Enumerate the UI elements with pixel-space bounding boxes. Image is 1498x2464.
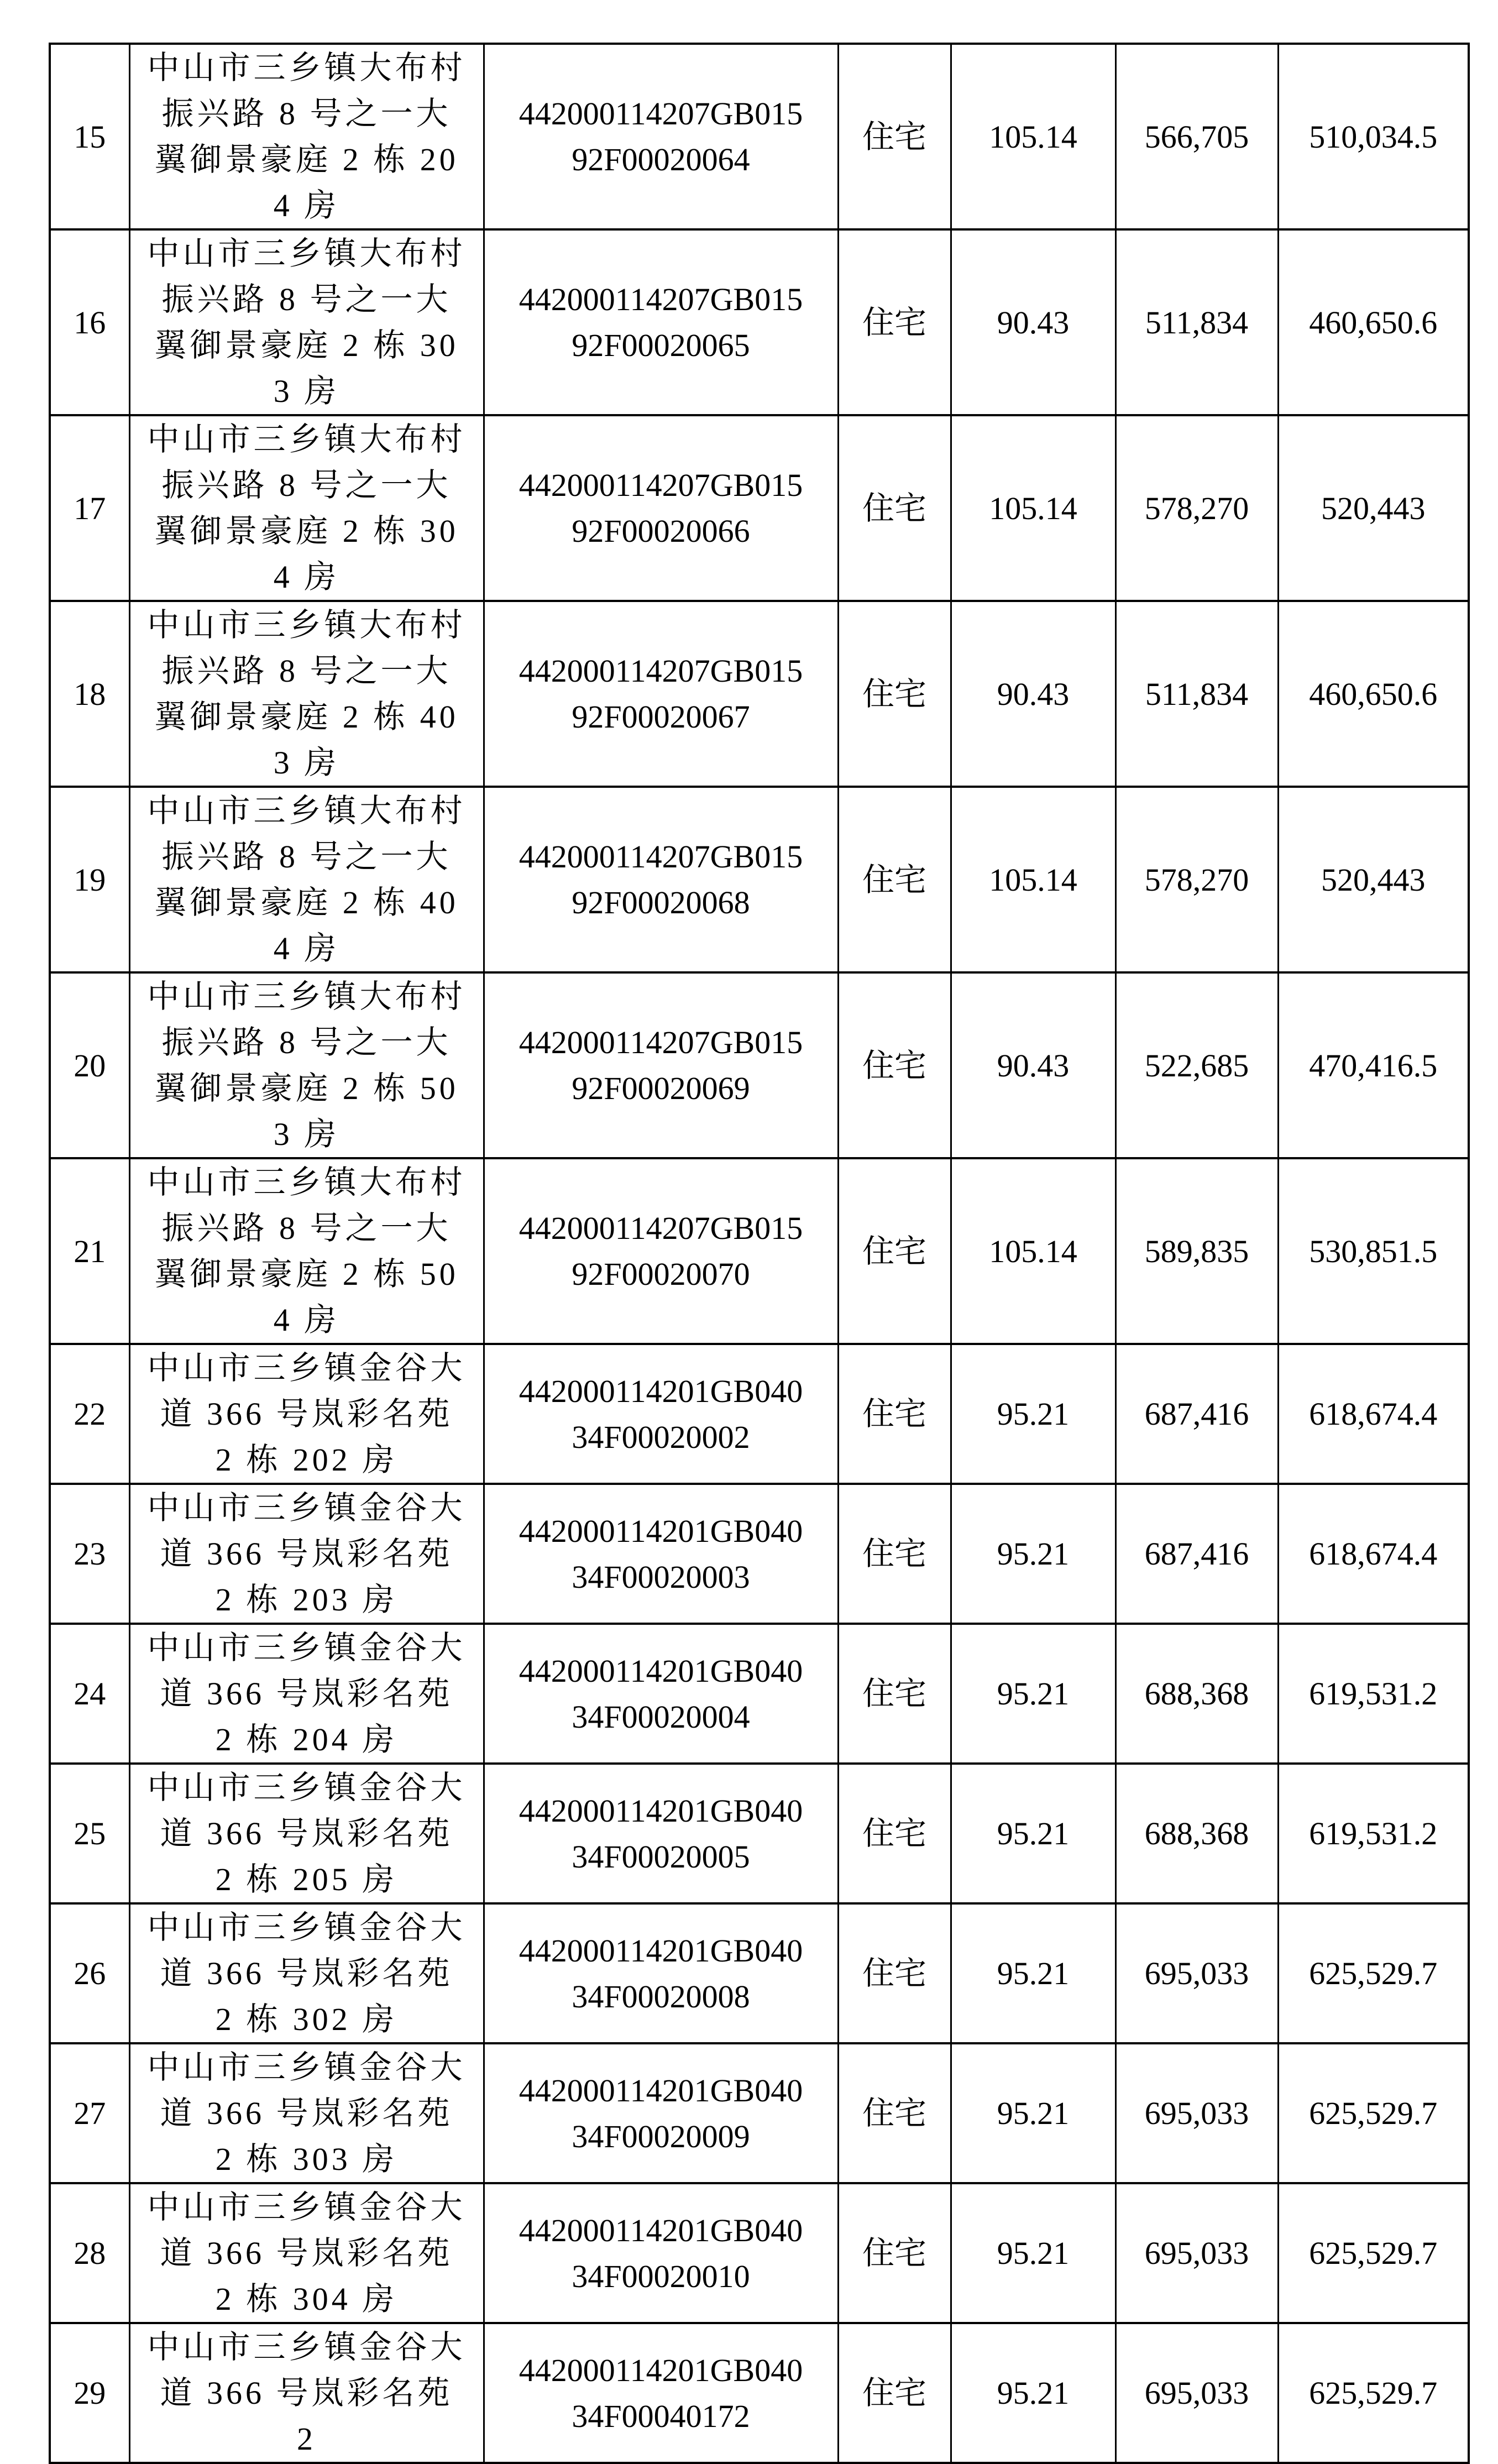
cell-no: 28 [50, 2183, 129, 2323]
cell-appraisal: 522,685 [1115, 972, 1278, 1158]
cell-area: 90.43 [951, 229, 1115, 415]
cell-unit-code [484, 601, 838, 787]
cell-no: 16 [50, 229, 129, 415]
cell-appraisal: 695,033 [1115, 1903, 1278, 2043]
unit-code-line1: 442000114207GB015 [518, 1210, 803, 1246]
cell-use: 住宅 [838, 1484, 951, 1624]
address-text: 中山市三乡镇大布村振兴路 8 号之一大翼御景豪庭 2 栋 504 房 [147, 1164, 466, 1338]
cell-area: 95.21 [951, 2183, 1115, 2323]
cell-use: 住宅 [838, 2043, 951, 2183]
unit-code-line1: 442000114207GB015 [518, 839, 803, 875]
address-text: 中山市三乡镇金谷大道 366 号岚彩名苑 2 栋 205 房 [147, 1770, 466, 1897]
cell-unit-code [484, 1764, 838, 1903]
cell-appraisal: 687,416 [1115, 1484, 1278, 1624]
cell-address [129, 1344, 484, 1484]
cell-start-price: 470,416.5 [1278, 972, 1469, 1158]
cell-appraisal: 695,033 [1115, 2043, 1278, 2183]
cell-start-price: 625,529.7 [1278, 2183, 1469, 2323]
cell-start-price: 520,443 [1278, 787, 1469, 972]
table-row [50, 1903, 1469, 2043]
cell-use: 住宅 [838, 972, 951, 1158]
cell-use: 住宅 [838, 415, 951, 601]
unit-code-line2: 34F00020002 [572, 1419, 750, 1455]
cell-start-price: 625,529.7 [1278, 1903, 1469, 2043]
cell-start-price: 618,674.4 [1278, 1344, 1469, 1484]
address-text: 中山市三乡镇金谷大道 366 号岚彩名苑 2 栋 202 房 [147, 1350, 466, 1478]
table-row [50, 229, 1469, 415]
address-text: 中山市三乡镇金谷大道 366 号岚彩名苑 2 栋 303 房 [147, 2049, 466, 2177]
address-text: 中山市三乡镇大布村振兴路 8 号之一大翼御景豪庭 2 栋 303 房 [147, 236, 466, 409]
address-text: 中山市三乡镇金谷大道 366 号岚彩名苑 2 栋 302 房 [147, 1910, 466, 2037]
cell-unit-code [484, 787, 838, 972]
unit-code-line1: 442000114207GB015 [518, 96, 803, 132]
cell-appraisal: 589,835 [1115, 1158, 1278, 1344]
unit-code-line2: 34F00020003 [572, 1558, 750, 1595]
cell-unit-code [484, 415, 838, 601]
cell-area: 95.21 [951, 2043, 1115, 2183]
cell-start-price: 510,034.5 [1278, 44, 1469, 229]
unit-code-line1: 442000114201GB040 [518, 1652, 803, 1689]
cell-unit-code [484, 972, 838, 1158]
unit-code-line2: 92F00020065 [572, 327, 750, 363]
cell-no: 21 [50, 1158, 129, 1344]
cell-appraisal: 688,368 [1115, 1624, 1278, 1764]
table-row [50, 1158, 1469, 1344]
cell-address [129, 972, 484, 1158]
unit-code-line1: 442000114201GB040 [518, 2212, 803, 2248]
cell-use: 住宅 [838, 2183, 951, 2323]
unit-code-line2: 92F00020069 [572, 1070, 750, 1106]
cell-appraisal: 687,416 [1115, 1344, 1278, 1484]
cell-use: 住宅 [838, 787, 951, 972]
cell-use: 住宅 [838, 601, 951, 787]
cell-no: 20 [50, 972, 129, 1158]
unit-code-line2: 34F00020009 [572, 2118, 750, 2154]
cell-unit-code [484, 44, 838, 229]
unit-code-line1: 442000114201GB040 [518, 2352, 803, 2388]
unit-code-line2: 34F00020005 [572, 1838, 750, 1875]
cell-area: 95.21 [951, 1624, 1115, 1764]
address-text: 中山市三乡镇大布村振兴路 8 号之一大翼御景豪庭 2 栋 304 房 [147, 421, 466, 595]
table-row [50, 601, 1469, 787]
cell-use: 住宅 [838, 44, 951, 229]
cell-start-price: 619,531.2 [1278, 1624, 1469, 1764]
unit-code-line2: 34F00020008 [572, 1978, 750, 2015]
unit-code-line1: 442000114201GB040 [518, 2072, 803, 2109]
cell-area: 105.14 [951, 415, 1115, 601]
unit-code-line2: 92F00020068 [572, 885, 750, 920]
cell-area: 90.43 [951, 972, 1115, 1158]
cell-unit-code [484, 2183, 838, 2323]
cell-address [129, 415, 484, 601]
cell-area: 95.21 [951, 2323, 1115, 2463]
cell-area: 105.14 [951, 44, 1115, 229]
cell-unit-code [484, 1624, 838, 1764]
cell-area: 95.21 [951, 1903, 1115, 2043]
cell-unit-code [484, 2323, 838, 2463]
address-text: 中山市三乡镇金谷大道 366 号岚彩名苑 2 栋 304 房 [147, 2189, 466, 2317]
unit-code-line2: 92F00020066 [572, 513, 750, 549]
cell-no: 26 [50, 1903, 129, 2043]
table-row [50, 787, 1469, 972]
unit-code-line1: 442000114207GB015 [518, 281, 803, 317]
cell-appraisal: 578,270 [1115, 415, 1278, 601]
table-body [50, 44, 1469, 2463]
table-row [50, 2043, 1469, 2183]
cell-start-price: 460,650.6 [1278, 229, 1469, 415]
cell-address [129, 787, 484, 972]
table-row [50, 44, 1469, 229]
cell-address [129, 229, 484, 415]
cell-area: 105.14 [951, 1158, 1115, 1344]
cell-unit-code [484, 1903, 838, 2043]
unit-code-line2: 92F00020070 [572, 1256, 750, 1292]
table-row [50, 2323, 1469, 2463]
unit-code-line1: 442000114207GB015 [518, 653, 803, 689]
cell-appraisal: 695,033 [1115, 2323, 1278, 2463]
cell-area: 90.43 [951, 601, 1115, 787]
cell-address [129, 2323, 484, 2463]
cell-no: 19 [50, 787, 129, 972]
unit-code-line2: 34F00040172 [572, 2398, 750, 2434]
cell-unit-code [484, 229, 838, 415]
cell-address [129, 2183, 484, 2323]
cell-address [129, 601, 484, 787]
unit-code-line2: 92F00020064 [572, 142, 750, 177]
cell-no: 24 [50, 1624, 129, 1764]
cell-unit-code [484, 2043, 838, 2183]
unit-code-line2: 34F00020004 [572, 1698, 750, 1735]
cell-start-price: 619,531.2 [1278, 1764, 1469, 1903]
cell-appraisal: 566,705 [1115, 44, 1278, 229]
cell-no: 27 [50, 2043, 129, 2183]
cell-start-price: 625,529.7 [1278, 2323, 1469, 2463]
cell-appraisal: 688,368 [1115, 1764, 1278, 1903]
address-text: 中山市三乡镇金谷大道 366 号岚彩名苑 2 [147, 2329, 466, 2457]
cell-start-price: 520,443 [1278, 415, 1469, 601]
cell-unit-code [484, 1344, 838, 1484]
table-row [50, 2183, 1469, 2323]
property-listing-table [49, 43, 1470, 2464]
cell-address [129, 2043, 484, 2183]
address-text: 中山市三乡镇大布村振兴路 8 号之一大翼御景豪庭 2 栋 404 房 [147, 793, 466, 966]
cell-use: 住宅 [838, 1624, 951, 1764]
table-row [50, 1484, 1469, 1624]
cell-use: 住宅 [838, 229, 951, 415]
cell-no: 29 [50, 2323, 129, 2463]
cell-address [129, 44, 484, 229]
address-text: 中山市三乡镇大布村振兴路 8 号之一大翼御景豪庭 2 栋 204 房 [147, 50, 466, 223]
cell-use: 住宅 [838, 1158, 951, 1344]
unit-code-line1: 442000114201GB040 [518, 1792, 803, 1829]
unit-code-line1: 442000114201GB040 [518, 1373, 803, 1409]
table-row [50, 415, 1469, 601]
cell-address [129, 1158, 484, 1344]
table-row [50, 972, 1469, 1158]
unit-code-line1: 442000114201GB040 [518, 1932, 803, 1969]
address-text: 中山市三乡镇金谷大道 366 号岚彩名苑 2 栋 203 房 [147, 1490, 466, 1618]
table-row [50, 1624, 1469, 1764]
cell-appraisal: 695,033 [1115, 2183, 1278, 2323]
unit-code-line1: 442000114207GB015 [518, 467, 803, 503]
unit-code-line1: 442000114207GB015 [518, 1024, 803, 1060]
cell-appraisal: 511,834 [1115, 229, 1278, 415]
cell-address [129, 1903, 484, 2043]
cell-start-price: 618,674.4 [1278, 1484, 1469, 1624]
cell-area: 95.21 [951, 1764, 1115, 1903]
unit-code-line1: 442000114201GB040 [518, 1513, 803, 1549]
cell-no: 22 [50, 1344, 129, 1484]
cell-start-price: 460,650.6 [1278, 601, 1469, 787]
cell-use: 住宅 [838, 1344, 951, 1484]
cell-unit-code [484, 1158, 838, 1344]
address-text: 中山市三乡镇大布村振兴路 8 号之一大翼御景豪庭 2 栋 503 房 [147, 979, 466, 1152]
cell-no: 25 [50, 1764, 129, 1903]
cell-appraisal: 511,834 [1115, 601, 1278, 787]
cell-address [129, 1764, 484, 1903]
cell-use: 住宅 [838, 2323, 951, 2463]
table-row [50, 1764, 1469, 1903]
cell-appraisal: 578,270 [1115, 787, 1278, 972]
cell-no: 18 [50, 601, 129, 787]
cell-address [129, 1484, 484, 1624]
cell-use: 住宅 [838, 1764, 951, 1903]
unit-code-line2: 92F00020067 [572, 699, 750, 735]
cell-use: 住宅 [838, 1903, 951, 2043]
table-row [50, 1344, 1469, 1484]
cell-start-price: 530,851.5 [1278, 1158, 1469, 1344]
cell-unit-code [484, 1484, 838, 1624]
cell-address [129, 1624, 484, 1764]
address-text: 中山市三乡镇金谷大道 366 号岚彩名苑 2 栋 204 房 [147, 1630, 466, 1757]
cell-no: 17 [50, 415, 129, 601]
cell-area: 95.21 [951, 1344, 1115, 1484]
cell-no: 15 [50, 44, 129, 229]
unit-code-line2: 34F00020010 [572, 2258, 750, 2294]
address-text: 中山市三乡镇大布村振兴路 8 号之一大翼御景豪庭 2 栋 403 房 [147, 607, 466, 781]
cell-no: 23 [50, 1484, 129, 1624]
cell-area: 95.21 [951, 1484, 1115, 1624]
cell-area: 105.14 [951, 787, 1115, 972]
cell-start-price: 625,529.7 [1278, 2043, 1469, 2183]
